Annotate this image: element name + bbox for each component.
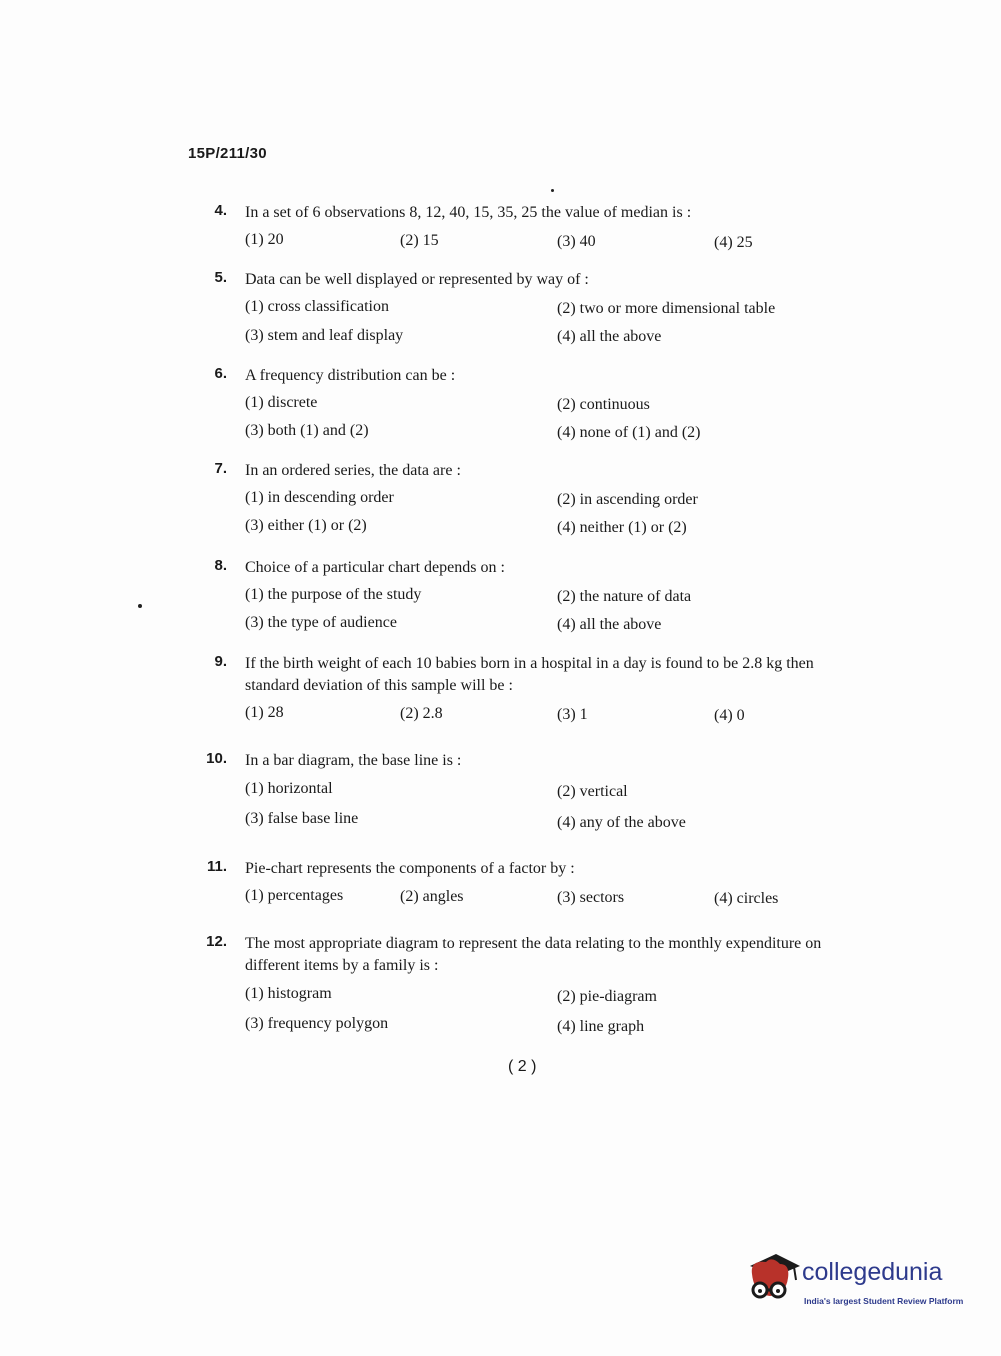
- logo-wordmark: collegedunia: [802, 1258, 943, 1286]
- question-number: 6.: [214, 365, 227, 382]
- option-4: (4) 0: [714, 707, 745, 724]
- question-text: In an ordered series, the data are :: [245, 462, 461, 479]
- question-number: 9.: [214, 653, 227, 670]
- option-1: (1) 20: [245, 231, 284, 248]
- option-1: (1) in descending order: [245, 489, 394, 506]
- question-text: Data can be well displayed or represented by way of :: [245, 271, 589, 288]
- question-text: The most appropriate diagram to represent the data relating to the monthly expenditure on different items by a family is :: [245, 935, 822, 974]
- question-number: 8.: [214, 557, 227, 574]
- option-3: (3) 40: [557, 233, 596, 250]
- option-4: (4) 25: [714, 234, 753, 251]
- question-number: 12.: [206, 933, 227, 950]
- question-number: 7.: [214, 460, 227, 477]
- logo-mascot-icon: [742, 1250, 802, 1312]
- question-text: In a bar diagram, the base line is :: [245, 752, 462, 769]
- option-2: (2) in ascending order: [557, 491, 698, 508]
- option-4: (4) all the above: [557, 616, 662, 633]
- option-1: (1) cross classification: [245, 298, 389, 315]
- option-3: (3) either (1) or (2): [245, 517, 367, 534]
- option-4: (4) neither (1) or (2): [557, 519, 687, 536]
- question-text: In a set of 6 observations 8, 12, 40, 15, 35, 25 the value of median is :: [245, 204, 692, 221]
- question-number: 11.: [206, 858, 227, 875]
- option-3: (3) the type of audience: [245, 614, 397, 631]
- option-4: (4) none of (1) and (2): [557, 424, 701, 441]
- option-1: (1) percentages: [245, 887, 344, 904]
- option-2: (2) pie-diagram: [557, 988, 657, 1005]
- option-4: (4) circles: [714, 890, 779, 907]
- scan-speck: [551, 189, 554, 192]
- option-2: (2) two or more dimensional table: [557, 300, 776, 317]
- scan-speck: [138, 604, 142, 608]
- option-1: (1) the purpose of the study: [245, 586, 422, 603]
- option-3: (3) 1: [557, 706, 588, 723]
- option-2: (2) continuous: [557, 396, 650, 413]
- option-4: (4) all the above: [557, 328, 662, 345]
- option-4: (4) line graph: [557, 1018, 645, 1035]
- page-number: ( 2 ): [508, 1058, 537, 1075]
- question-number: 5.: [214, 269, 227, 286]
- logo-tagline: India's largest Student Review Platform: [804, 1296, 964, 1306]
- question-number: 4.: [214, 202, 227, 219]
- option-2: (2) 15: [400, 232, 439, 249]
- paper-code: 15P/211/30: [188, 145, 267, 162]
- option-3: (3) frequency polygon: [245, 1015, 389, 1032]
- option-3: (3) false base line: [245, 810, 359, 827]
- option-2: (2) the nature of data: [557, 588, 692, 605]
- collegedunia-logo: [742, 1250, 972, 1320]
- option-1: (1) horizontal: [245, 780, 333, 797]
- question-text: Choice of a particular chart depends on :: [245, 559, 505, 576]
- option-2: (2) vertical: [557, 783, 628, 800]
- option-1: (1) 28: [245, 704, 284, 721]
- option-1: (1) discrete: [245, 394, 318, 411]
- option-3: (3) sectors: [557, 889, 625, 906]
- option-3: (3) both (1) and (2): [245, 422, 369, 439]
- option-2: (2) 2.8: [400, 705, 443, 722]
- question-text: Pie-chart represents the components of a factor by :: [245, 860, 575, 877]
- option-1: (1) histogram: [245, 985, 332, 1002]
- question-text: A frequency distribution can be :: [245, 367, 456, 384]
- question-number: 10.: [206, 750, 227, 767]
- question-text: If the birth weight of each 10 babies born in a hospital in a day is found to be 2.8 kg then standard deviation of this sample will be :: [245, 655, 814, 694]
- option-4: (4) any of the above: [557, 814, 686, 831]
- option-2: (2) angles: [400, 888, 464, 905]
- option-3: (3) stem and leaf display: [245, 327, 404, 344]
